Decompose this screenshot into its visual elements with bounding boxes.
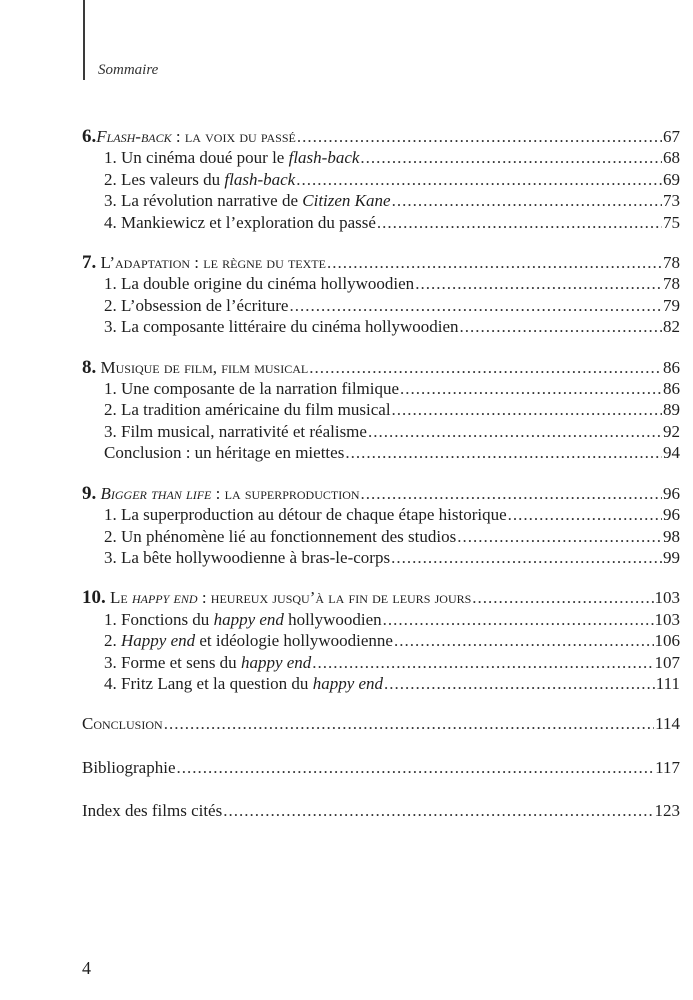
section-entry (82, 399, 680, 420)
section-entry (82, 190, 680, 211)
section-title-part: 1. Fonctions du (104, 609, 214, 629)
chapter-title-part: Musique de film, film musical (96, 357, 309, 377)
section-entry (82, 212, 680, 233)
section-title (104, 652, 311, 673)
page-ref: 67 (663, 127, 680, 146)
page-ref: 73 (663, 191, 680, 211)
section-title-part: Citizen Kane (302, 191, 391, 211)
dot-leader (392, 190, 662, 211)
chapter-number: 9. (82, 482, 97, 504)
dot-leader (472, 587, 653, 608)
page-ref: 103 (654, 588, 680, 608)
section-title (104, 190, 391, 211)
chapter-title-part: : heureux jusqu’à la fin de leurs jours (197, 588, 472, 608)
section-title-part: 1. La double origine du cinéma hollywoodien (104, 274, 415, 294)
chapter-title-part: : la voix du passé (171, 127, 296, 146)
chapter-heading (82, 126, 680, 147)
section-entry (82, 609, 680, 630)
dot-leader (460, 316, 662, 337)
section-title-part: 3. La bête hollywoodienne à bras-le-corps (104, 547, 391, 567)
section-title-part: Conclusion : un héritage en miettes (104, 443, 345, 463)
dot-leader (345, 442, 662, 463)
section-title (104, 442, 344, 463)
chapter-block (82, 483, 680, 569)
page-ref: 82 (663, 317, 680, 337)
chapter-heading (82, 587, 680, 608)
section-entry (82, 526, 680, 547)
chapter-block (82, 587, 680, 694)
chapter-list (82, 126, 680, 694)
chapter-title-part: : la superproduction (211, 483, 360, 503)
chapter-title (82, 252, 326, 273)
page-ref: 75 (663, 212, 680, 232)
dot-leader (394, 630, 654, 651)
page-ref: 89 (663, 400, 680, 420)
section-title-part: 2. (104, 631, 121, 651)
chapter-title-part: happy end (131, 588, 198, 608)
section-title (104, 526, 456, 547)
page-ref: 107 (654, 652, 680, 672)
dot-leader (176, 757, 654, 778)
dot-leader (391, 547, 662, 568)
section-entry (82, 673, 680, 694)
section-title-part: happy end (213, 609, 284, 629)
page-ref: 106 (654, 631, 680, 651)
dot-leader (384, 673, 655, 694)
chapter-title (82, 126, 296, 147)
page-ref: 96 (663, 483, 680, 503)
section-title-part: 2. Un phénomène lié au fonctionnement des studios (104, 526, 457, 546)
section-title-part: 1. Un cinéma doué pour le (104, 148, 289, 168)
chapter-title (82, 483, 360, 504)
section-title-part: 2. Les valeurs du (104, 169, 225, 189)
section-title (104, 295, 288, 316)
section-title (104, 273, 414, 294)
section-entry (82, 652, 680, 673)
page-ref: 69 (663, 169, 680, 189)
chapter-title (82, 357, 308, 378)
end-matter-entry (82, 757, 680, 778)
dot-leader (368, 421, 662, 442)
dot-leader (377, 212, 662, 233)
section-entry (82, 421, 680, 442)
section-title (104, 169, 295, 190)
chapter-number: 7. (82, 252, 97, 274)
section-title-part: flash-back (224, 169, 296, 189)
dot-leader (508, 504, 662, 525)
end-matter-entry (82, 713, 680, 734)
page-ref: 78 (663, 274, 680, 294)
section-title (104, 399, 391, 420)
chapter-title-part: Bigger than life (96, 483, 212, 503)
section-entry (82, 630, 680, 651)
chapter-block (82, 357, 680, 464)
section-title-part: 3. La composante littéraire du cinéma hollywoodien (104, 317, 459, 337)
end-matter-entry (82, 800, 680, 821)
page-ref: 78 (663, 253, 680, 273)
page-ref: 94 (663, 443, 680, 463)
section-title-part: 4. Fritz Lang et la question du (104, 673, 313, 693)
end-matter-title: Bibliographie (82, 757, 176, 777)
page-ref: 99 (663, 547, 680, 567)
section-title-part: 2. L’obsession de l’écriture (104, 295, 289, 315)
page-ref: 68 (663, 148, 680, 168)
end-matter-list (82, 713, 680, 821)
dot-leader (309, 357, 662, 378)
chapter-title-part: Le (105, 588, 132, 608)
page-ref: 86 (663, 379, 680, 399)
dot-leader (457, 526, 662, 547)
section-title-part: Happy end (121, 631, 196, 651)
page-ref: 114 (655, 714, 680, 734)
section-entry (82, 378, 680, 399)
section-title (104, 378, 399, 399)
section-entry (82, 147, 680, 168)
section-title (104, 547, 390, 568)
section-entry (82, 442, 680, 463)
section-title (104, 316, 459, 337)
dot-leader (383, 609, 654, 630)
section-title-part: flash-back (288, 148, 360, 168)
dot-leader (164, 713, 654, 734)
chapter-title (82, 587, 471, 608)
page-ref: 111 (655, 673, 680, 693)
dot-leader (327, 252, 662, 273)
page-ref: 98 (663, 526, 680, 546)
section-title-part: 1. Une composante de la narration filmique (104, 379, 400, 399)
chapter-title-part: L’adaptation : le règne du texte (96, 253, 326, 273)
dot-leader (400, 378, 662, 399)
dot-leader (297, 126, 662, 147)
dot-leader (312, 652, 653, 673)
dot-leader (360, 147, 662, 168)
margin-rule (83, 0, 85, 80)
page-ref: 117 (655, 757, 680, 777)
section-title-part: 3. Forme et sens du (104, 652, 241, 672)
section-title (104, 212, 376, 233)
dot-leader (223, 800, 653, 821)
dot-leader (296, 169, 662, 190)
section-title-part: 2. La tradition américaine du film musical (104, 400, 391, 420)
page-ref: 96 (663, 505, 680, 525)
page-ref: 103 (654, 609, 680, 629)
page-number: 4 (82, 958, 91, 978)
section-entry (82, 316, 680, 337)
section-entry (82, 547, 680, 568)
chapter-block (82, 252, 680, 338)
section-title-part: 1. La superproduction au détour de chaque étape historique (104, 505, 507, 525)
running-head: Sommaire (98, 62, 159, 78)
section-title-part: et idéologie hollywoodienne (195, 631, 393, 651)
chapter-heading (82, 357, 680, 378)
section-entry (82, 273, 680, 294)
chapter-block (82, 126, 680, 233)
section-title-part: 4. Mankiewicz et l’exploration du passé (104, 212, 376, 232)
dot-leader (415, 273, 662, 294)
chapter-number: 6. (82, 126, 97, 147)
section-title-part: 3. La révolution narrative de (104, 191, 303, 211)
section-title (104, 609, 382, 630)
dot-leader (392, 399, 662, 420)
dot-leader (289, 295, 662, 316)
chapter-title-part: Flash-back (96, 127, 172, 146)
chapter-heading (82, 483, 680, 504)
section-title-part: happy end (240, 652, 312, 672)
section-title (104, 147, 359, 168)
section-title-part: 3. Film musical, narrativité et réalisme (104, 421, 367, 441)
dot-leader (361, 483, 662, 504)
chapter-number: 8. (82, 356, 97, 378)
page-ref: 86 (663, 357, 680, 377)
chapter-heading (82, 252, 680, 273)
section-entry (82, 169, 680, 190)
end-matter-title: Index des films cités (82, 801, 223, 821)
chapter-number: 10. (82, 587, 106, 609)
table-of-contents (82, 126, 680, 844)
section-entry (82, 504, 680, 525)
section-title-part: happy end (312, 673, 384, 693)
section-title (104, 673, 383, 694)
section-entry (82, 295, 680, 316)
page-ref: 92 (663, 421, 680, 441)
section-title-part: hollywoodien (283, 609, 382, 629)
end-matter-title: Conclusion (82, 714, 163, 734)
page-ref: 123 (654, 801, 680, 821)
section-title (104, 421, 367, 442)
section-title (104, 504, 507, 525)
section-title (104, 630, 393, 651)
page-ref: 79 (663, 295, 680, 315)
